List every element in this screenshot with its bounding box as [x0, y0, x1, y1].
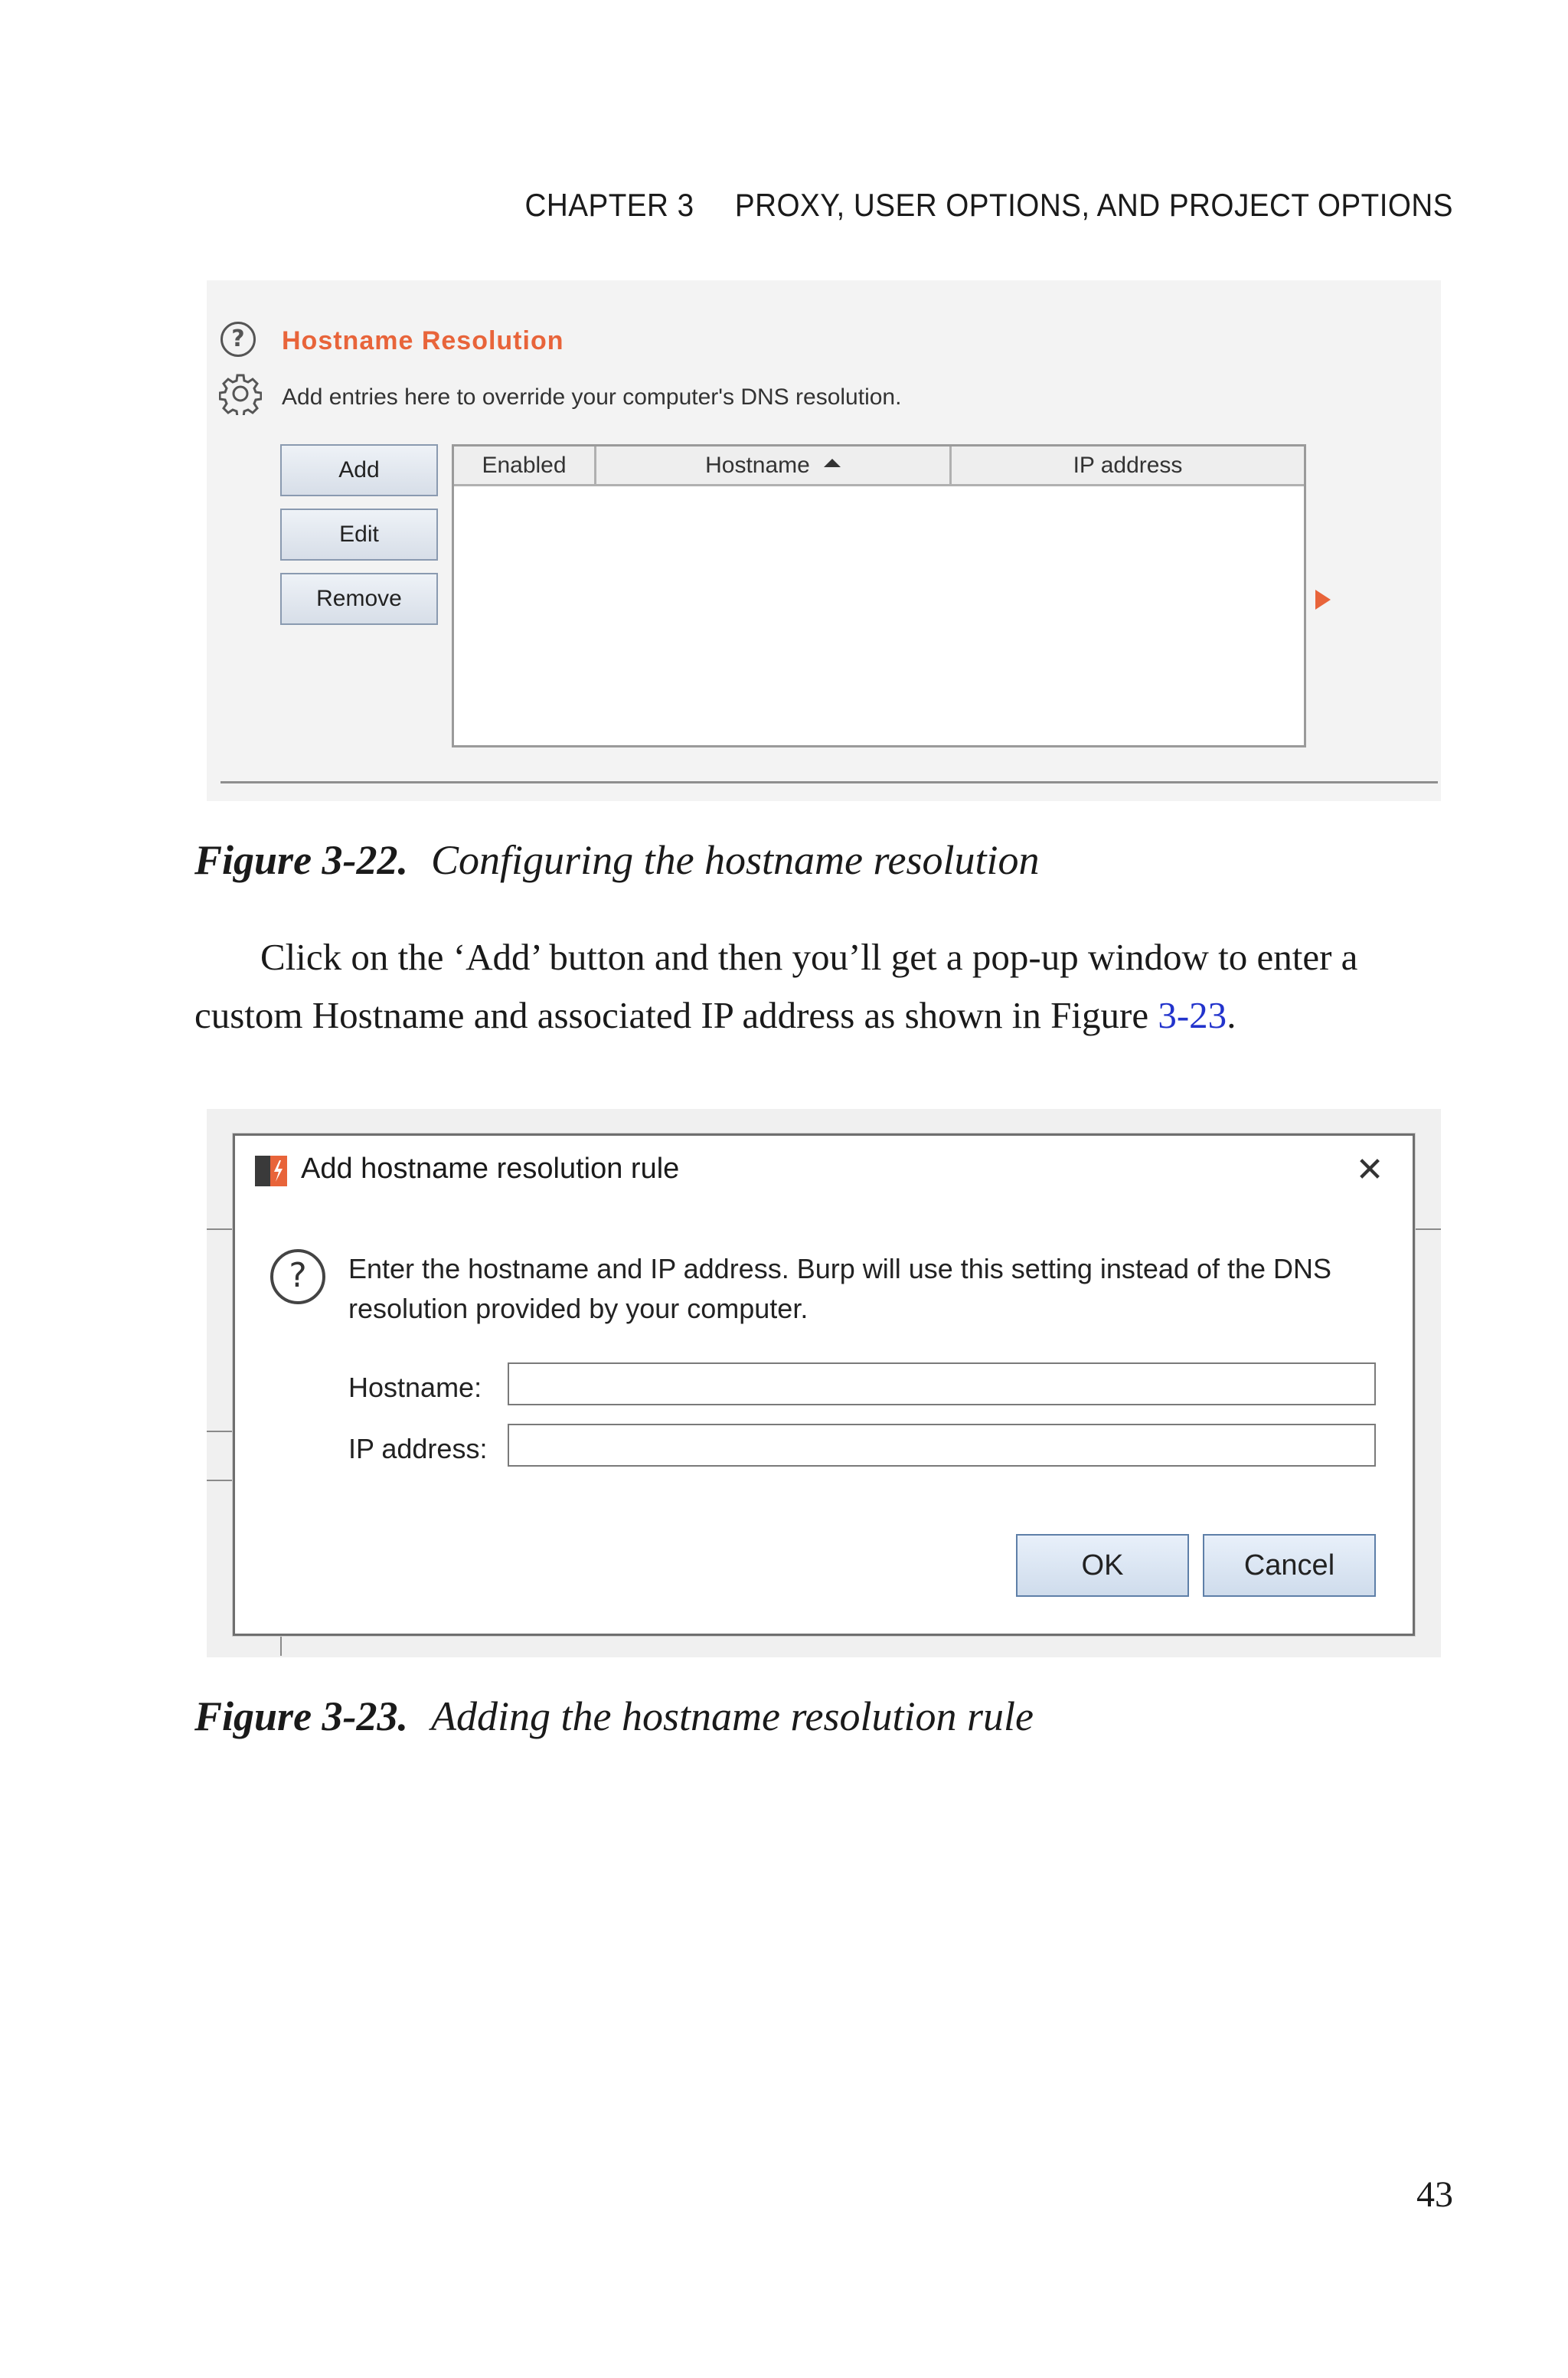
figure-label: Figure 3-22.	[194, 837, 409, 883]
section-description: Add entries here to override your computer's DNS resolution.	[282, 384, 902, 410]
ip-address-input[interactable]	[508, 1424, 1376, 1467]
running-header	[116, 187, 1453, 224]
add-button[interactable]: Add	[280, 444, 438, 496]
help-icon: ?	[270, 1249, 325, 1304]
background-line	[207, 1480, 233, 1481]
close-icon[interactable]: ✕	[1355, 1150, 1384, 1189]
ip-address-label: IP address:	[348, 1433, 488, 1464]
background-line	[280, 1636, 282, 1656]
column-header-enabled[interactable]	[454, 446, 596, 486]
gear-icon[interactable]	[219, 372, 262, 415]
column-header-label: IP address	[1073, 452, 1183, 478]
body-paragraph	[194, 928, 1450, 1045]
hostname-resolution-panel	[207, 280, 1441, 801]
hostname-label: Hostname:	[348, 1372, 482, 1403]
paragraph-end: .	[1227, 994, 1236, 1036]
column-header-label: Enabled	[482, 452, 567, 478]
background-line	[207, 1431, 233, 1432]
burp-app-icon	[253, 1153, 290, 1189]
column-header-ip-address[interactable]	[952, 446, 1304, 486]
background-line	[1415, 1228, 1441, 1230]
figure-caption-text: Configuring the hostname resolution	[431, 837, 1040, 883]
edit-button[interactable]: Edit	[280, 509, 438, 561]
chapter-number: CHAPTER 3	[524, 187, 694, 223]
add-hostname-dialog	[233, 1133, 1415, 1636]
dialog-message: Enter the hostname and IP address. Burp will use this setting instead of the DNS resolution provided by your computer.	[348, 1253, 1332, 1324]
remove-button[interactable]: Remove	[280, 573, 438, 625]
paragraph-text: Click on the ‘Add’ button and then you’ll get a pop-up window to enter a custom Hostname and associated IP address as shown in Figure	[194, 936, 1358, 1036]
ok-button[interactable]: OK	[1016, 1534, 1189, 1597]
column-header-label: Hostname	[705, 452, 810, 478]
figure-reference-link[interactable]: 3-23	[1158, 994, 1227, 1036]
help-icon[interactable]: ?	[220, 322, 256, 357]
dialog-title: Add hostname resolution rule	[301, 1153, 680, 1185]
divider	[220, 781, 1438, 783]
chapter-title: PROXY, USER OPTIONS, AND PROJECT OPTIONS	[734, 187, 1453, 223]
cancel-button[interactable]: Cancel	[1203, 1534, 1376, 1597]
sort-ascending-icon	[824, 459, 841, 467]
figure-caption-text: Adding the hostname resolution rule	[431, 1693, 1034, 1739]
figure-caption	[194, 1693, 1034, 1740]
section-title: Hostname Resolution	[282, 326, 564, 355]
column-header-hostname[interactable]	[596, 446, 952, 486]
add-hostname-dialog-screenshot	[207, 1109, 1441, 1657]
page-number: 43	[1416, 2174, 1453, 2215]
figure-label: Figure 3-23.	[194, 1693, 409, 1739]
background-line	[207, 1228, 233, 1230]
hostname-input[interactable]	[508, 1362, 1376, 1405]
figure-caption	[194, 836, 1040, 884]
hostname-table[interactable]	[452, 444, 1306, 747]
expand-arrow-icon[interactable]	[1315, 590, 1331, 610]
